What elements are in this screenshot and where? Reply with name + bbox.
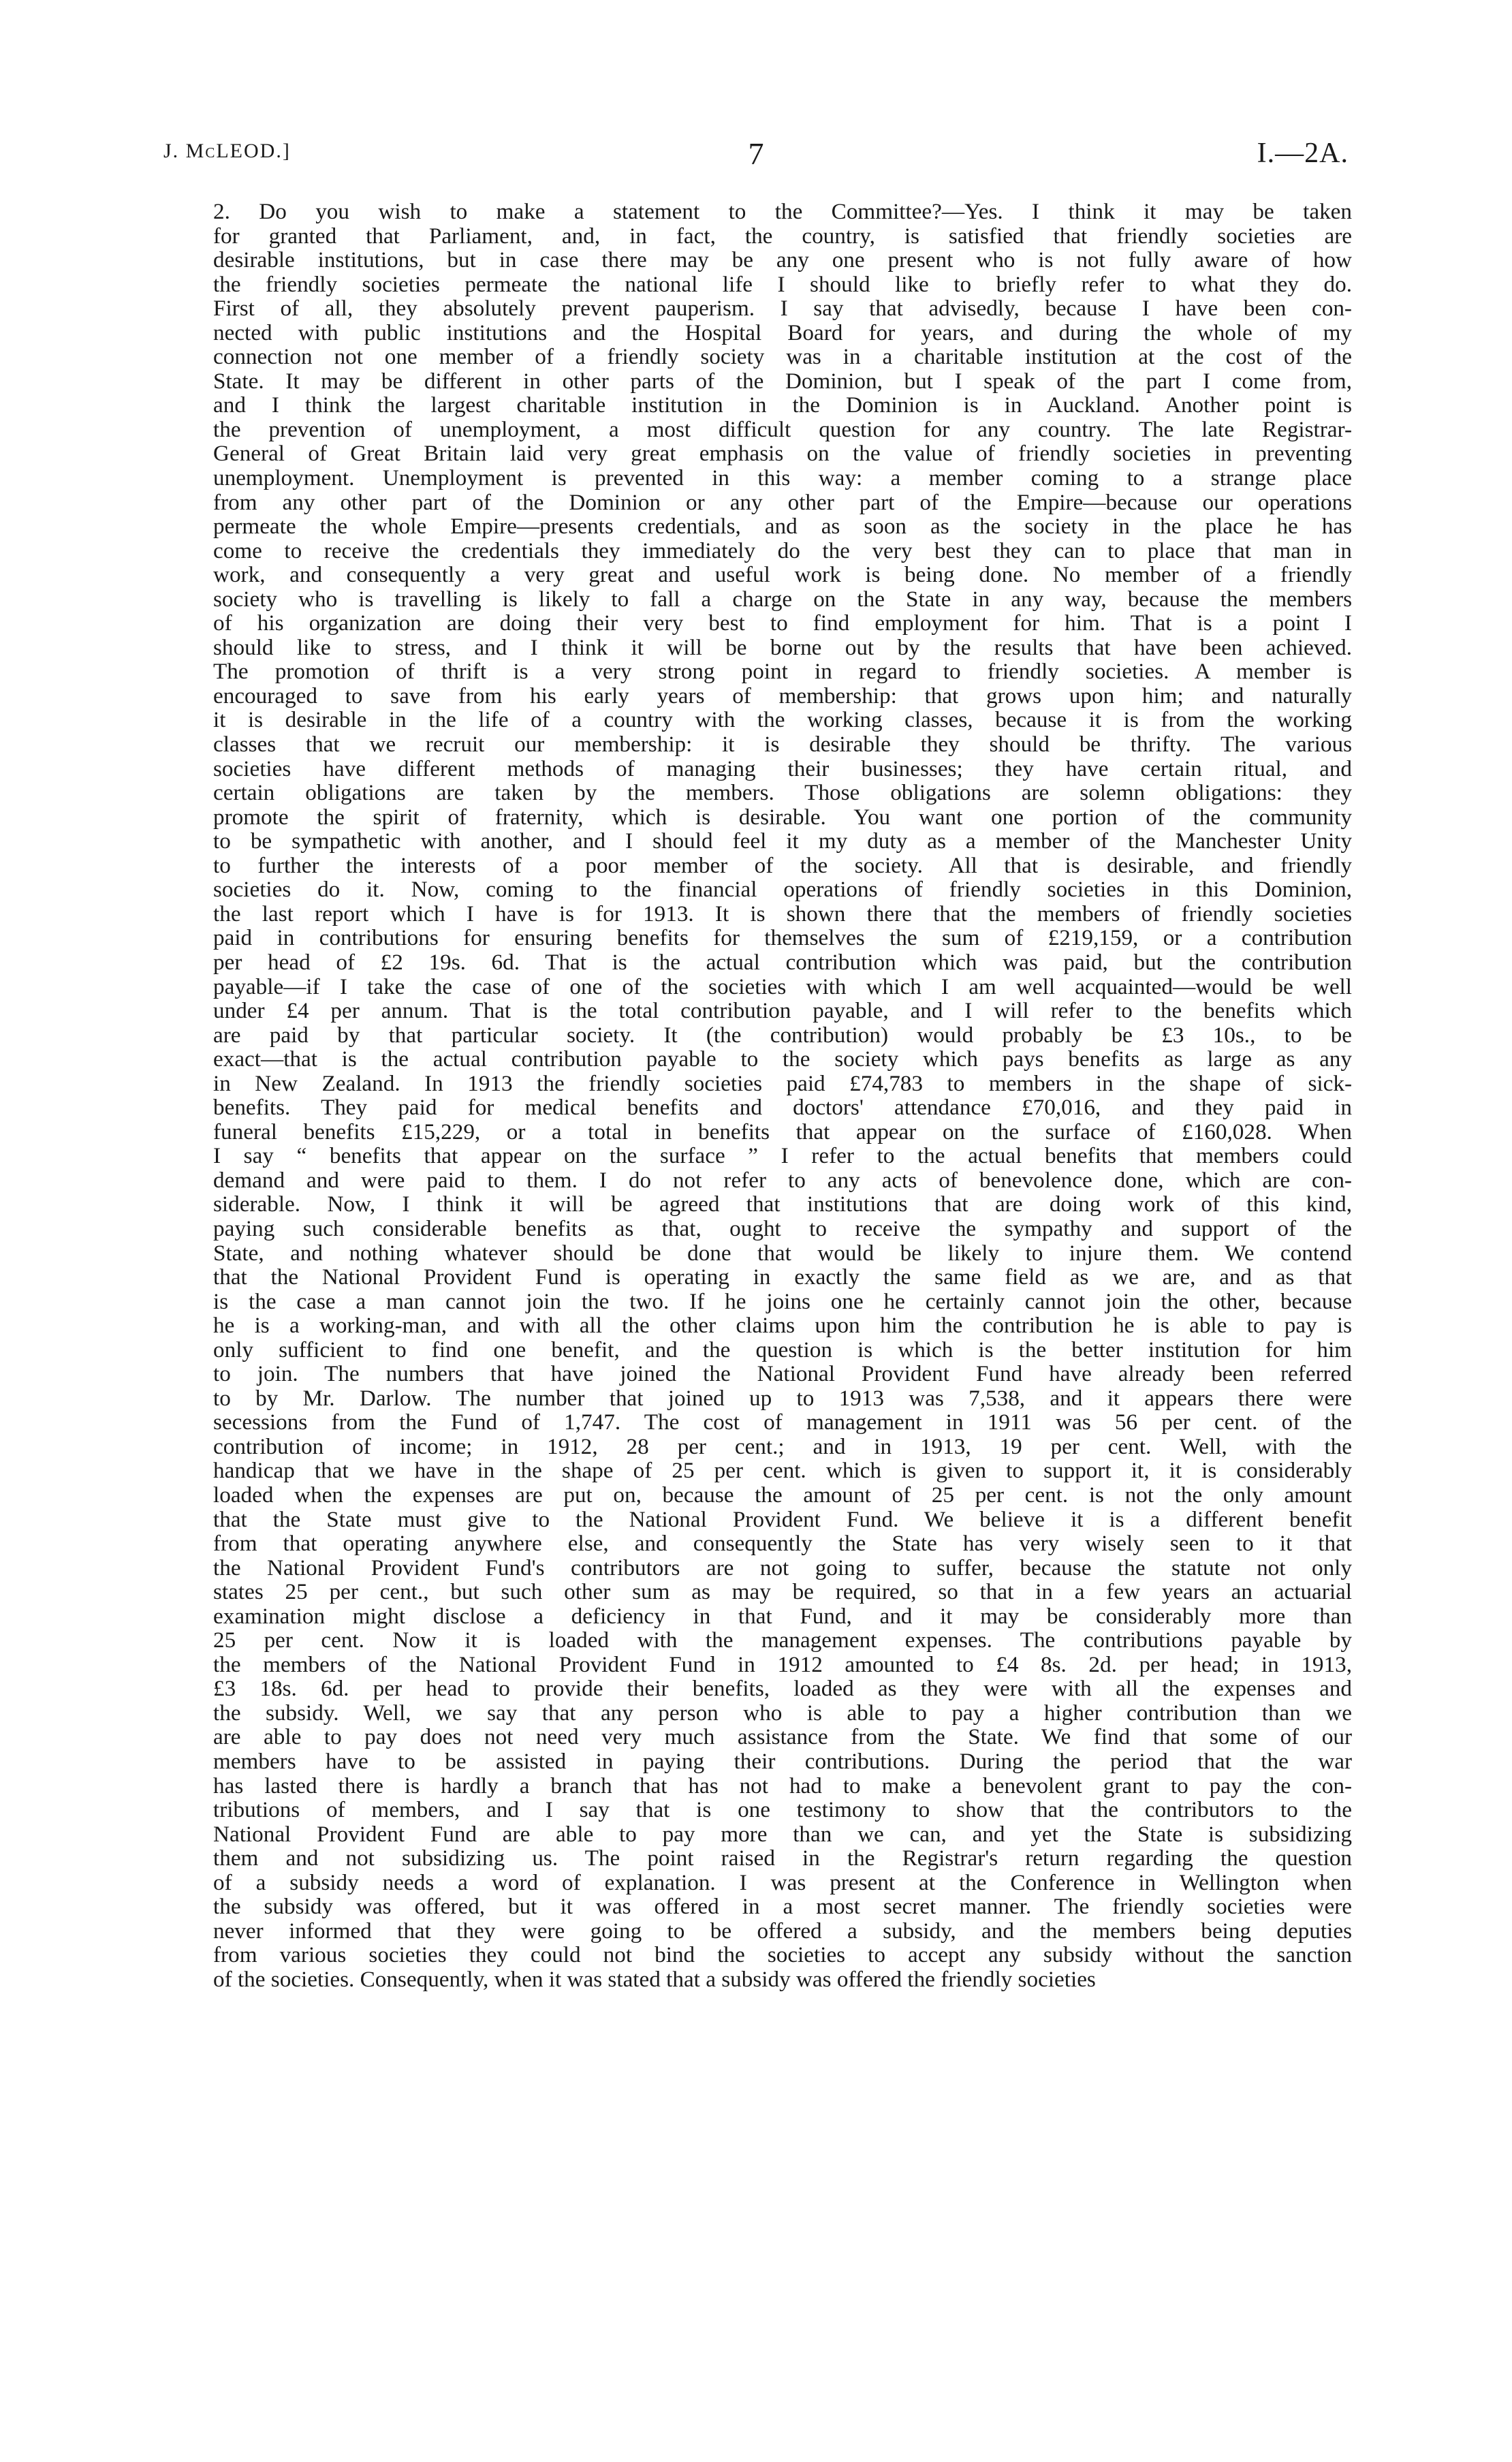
text-line: from various societies they could not bind the societies to accept any subsidy without the sanction <box>213 1942 1352 1968</box>
text-line: secessions from the Fund of 1,747. The cost of management in 1911 was 56 per cent. of the <box>213 1409 1352 1435</box>
text-line: societies do it. Now, coming to the financial operations of friendly societies in this Dominion, <box>213 877 1352 903</box>
text-line: per head of £2 19s. 6d. That is the actual contribution which was paid, but the contribution <box>213 949 1352 975</box>
text-line: states 25 per cent., but such other sum as may be required, so that in a few years an actuarial <box>213 1579 1352 1605</box>
text-line: never informed that they were going to be offered a subsidy, and the members being deputies <box>213 1918 1352 1944</box>
text-line: paying such considerable benefits as that, ought to receive the sympathy and support of the <box>213 1215 1352 1241</box>
text-line: is the case a man cannot join the two. If he joins one he certainly cannot join the other, because <box>213 1288 1352 1314</box>
text-line: funeral benefits £15,229, or a total in benefits that appear on the surface of £160,028. When <box>213 1119 1352 1144</box>
text-line: classes that we recruit our membership: it is desirable they should be thrifty. The various <box>213 732 1352 758</box>
text-line: 2. Do you wish to make a statement to the Committee?—Yes. I think it may be taken <box>213 199 1352 224</box>
text-line: come to receive the credentials they immediately do the very best they can to place that man in <box>213 537 1352 563</box>
statement-paragraph <box>167 200 1352 1991</box>
text-line: exact—that is the actual contribution payable to the society which pays benefits as large as any <box>213 1046 1352 1072</box>
text-line: societies have different methods of managing their businesses; they have certain ritual, and <box>213 755 1352 781</box>
text-line: payable—if I take the case of one of the societies with which I am well acquainted—would be well <box>213 973 1352 999</box>
page-header <box>157 136 1355 181</box>
text-line: State, and nothing whatever should be done that would be likely to injure them. We contend <box>213 1240 1352 1266</box>
text-line: The promotion of thrift is a very strong point in regard to friendly societies. A member is <box>213 659 1352 685</box>
text-line: examination might disclose a deficiency in that Fund, and it may be considerably more than <box>213 1603 1352 1629</box>
text-line: from that operating anywhere else, and consequently the State has very wisely seen to it that <box>213 1531 1352 1557</box>
text-line: paid in contributions for ensuring benefits for themselves the sum of £219,159, or a contribution <box>213 925 1352 951</box>
page-number: 7 <box>748 136 764 171</box>
statement-body <box>167 200 1352 1991</box>
text-line: the subsidy was offered, but it was offered in a most secret manner. The friendly societies were <box>213 1894 1352 1920</box>
text-line: from any other part of the Dominion or any other part of the Empire—because our operations <box>213 489 1352 515</box>
text-line: are paid by that particular society. It (the contribution) would probably be £3 10s., to be <box>213 1022 1352 1048</box>
text-line: connection not one member of a friendly society was in a charitable institution at the cost of the <box>213 344 1352 370</box>
text-line: to by Mr. Darlow. The number that joined up to 1913 was 7,538, and it appears there were <box>213 1385 1352 1411</box>
text-line: £3 18s. 6d. per head to provide their benefits, loaded as they were with all the expenses and <box>213 1676 1352 1702</box>
text-line: benefits. They paid for medical benefits and doctors' attendance £70,016, and they paid in <box>213 1095 1352 1121</box>
text-line: siderable. Now, I think it will be agreed that institutions that are doing work of this kind, <box>213 1191 1352 1217</box>
text-line: should like to stress, and I think it will be borne out by the results that have been achieved. <box>213 634 1352 660</box>
text-line: promote the spirit of fraternity, which is desirable. You want one portion of the community <box>213 804 1352 830</box>
text-line: I say “ benefits that appear on the surface ” I refer to the actual benefits that members could <box>213 1143 1352 1169</box>
text-line: are able to pay does not need very much assistance from the State. We find that some of our <box>213 1724 1352 1750</box>
text-line: that the State must give to the National Provident Fund. We believe it is a different benefit <box>213 1506 1352 1532</box>
text-line: the members of the National Provident Fund in 1912 amounted to £4 8s. 2d. per head; in 1913, <box>213 1651 1352 1677</box>
text-line: it is desirable in the life of a country with the working classes, because it is from the working <box>213 707 1352 733</box>
text-line: the prevention of unemployment, a most difficult question for any country. The late Registrar- <box>213 416 1352 442</box>
text-line: the National Provident Fund's contributors are not going to suffer, because the statute not only <box>213 1555 1352 1580</box>
text-line: for granted that Parliament, and, in fact, the country, is satisfied that friendly societies are <box>213 223 1352 249</box>
text-line: permeate the whole Empire—presents credentials, and as soon as the society in the place he has <box>213 514 1352 540</box>
text-line: National Provident Fund are able to pay more than we can, and yet the State is subsidizing <box>213 1821 1352 1847</box>
text-line: under £4 per annum. That is the total contribution payable, and I will refer to the benefits which <box>213 998 1352 1024</box>
text-line: First of all, they absolutely prevent pauperism. I say that advisedly, because I have been con- <box>213 296 1352 322</box>
text-line: that the National Provident Fund is operating in exactly the same field as we are, and as that <box>213 1264 1352 1290</box>
text-line: General of Great Britain laid very great emphasis on the value of friendly societies in preventing <box>213 441 1352 467</box>
text-line: 25 per cent. Now it is loaded with the management expenses. The contributions payable by <box>213 1627 1352 1653</box>
text-line: loaded when the expenses are put on, because the amount of 25 per cent. is not the only amount <box>213 1482 1352 1508</box>
text-line: of his organization are doing their very best to find employment for him. That is a point I <box>213 610 1352 636</box>
text-line: to further the interests of a poor member of the society. All that is desirable, and friendly <box>213 852 1352 878</box>
text-line: society who is travelling is likely to fall a charge on the State in any way, because the members <box>213 586 1352 612</box>
text-line: encouraged to save from his early years of membership: that grows upon him; and naturally <box>213 683 1352 708</box>
text-line: State. It may be different in other parts of the Dominion, but I speak of the part I come from, <box>213 368 1352 394</box>
document-reference: I.—2A. <box>1257 138 1349 169</box>
text-line: only sufficient to find one benefit, and the question is which is the better institution for him <box>213 1337 1352 1362</box>
text-line: work, and consequently a very great and useful work is being done. No member of a friendly <box>213 562 1352 588</box>
text-line: to join. The numbers that have joined the National Provident Fund have already been referred <box>213 1361 1352 1387</box>
text-line: the last report which I have is for 1913. It is shown there that the members of friendly societies <box>213 901 1352 926</box>
text-line: in New Zealand. In 1913 the friendly societies paid £74,783 to members in the shape of sick- <box>213 1070 1352 1096</box>
text-line: certain obligations are taken by the members. Those obligations are solemn obligations: they <box>213 780 1352 806</box>
text-line: the friendly societies permeate the national life I should like to briefly refer to what they do. <box>213 271 1352 297</box>
text-line: tributions of members, and I say that is one testimony to show that the contributors to the <box>213 1797 1352 1823</box>
text-line: members have to be assisted in paying their contributions. During the period that the war <box>213 1749 1352 1774</box>
text-line: nected with public institutions and the Hospital Board for years, and during the whole of my <box>213 320 1352 345</box>
text-line: desirable institutions, but in case there may be any one present who is not fully aware of how <box>213 247 1352 273</box>
witness-name: J. McLEOD.] <box>163 140 291 162</box>
text-line: contribution of income; in 1912, 28 per cent.; and in 1913, 19 per cent. Well, with the <box>213 1433 1352 1459</box>
text-line: unemployment. Unemployment is prevented in this way: a member coming to a strange place <box>213 465 1352 491</box>
text-line: he is a working-man, and with all the other claims upon him the contribution he is able to pay is <box>213 1313 1352 1339</box>
text-line: of a subsidy needs a word of explanation. I was present at the Conference in Wellington when <box>213 1869 1352 1895</box>
text-line: to be sympathetic with another, and I should feel it my duty as a member of the Manchester Unity <box>213 828 1352 854</box>
text-line: of the societies. Consequently, when it was stated that a subsidy was offered the friendly societies <box>213 1966 1096 1992</box>
text-line: demand and were paid to them. I do not refer to any acts of benevolence done, which are con- <box>213 1167 1352 1193</box>
text-line: and I think the largest charitable institution in the Dominion is in Auckland. Another point is <box>213 392 1352 418</box>
text-line: them and not subsidizing us. The point raised in the Registrar's return regarding the question <box>213 1845 1352 1871</box>
text-line: the subsidy. Well, we say that any person who is able to pay a higher contribution than we <box>213 1700 1352 1726</box>
text-line: handicap that we have in the shape of 25 per cent. which is given to support it, it is considerably <box>213 1458 1352 1484</box>
text-line: has lasted there is hardly a branch that has not had to make a benevolent grant to pay the con- <box>213 1773 1352 1798</box>
